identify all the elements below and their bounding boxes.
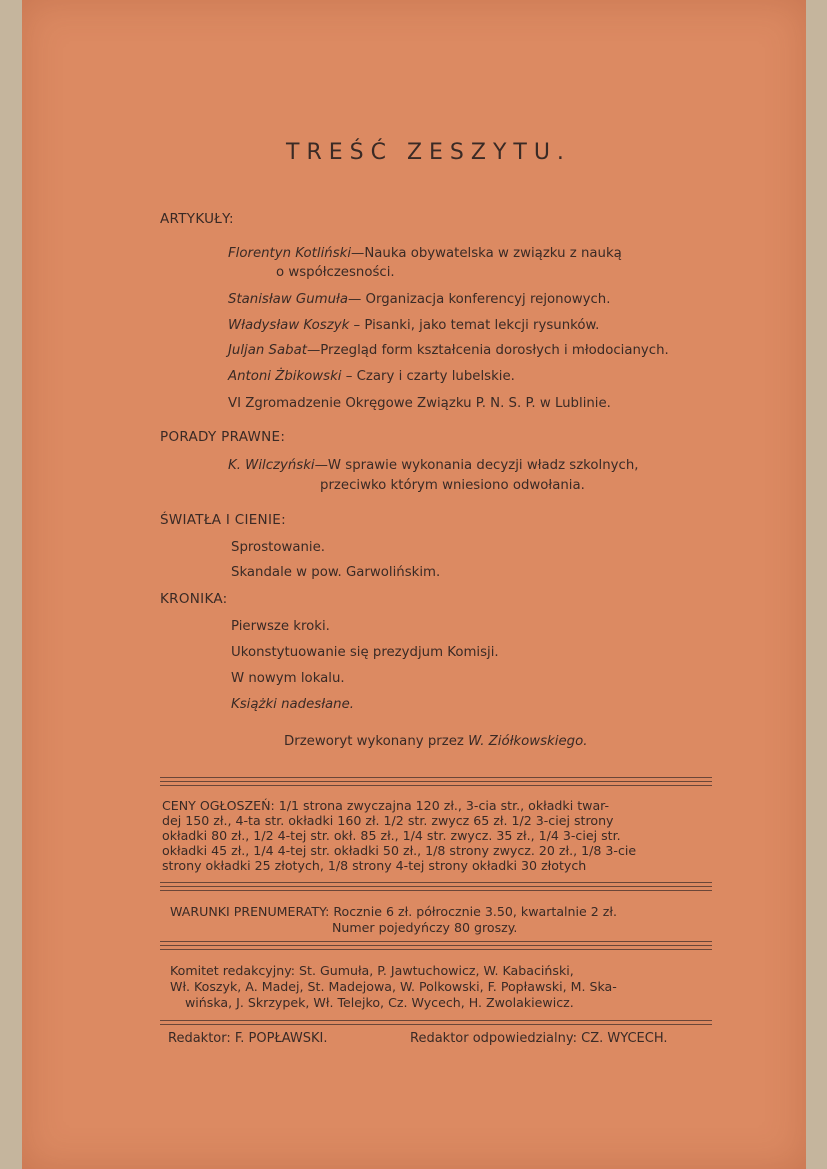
redaktor-odpowiedzialny: Redaktor odpowiedzialny: CZ. WYCECH. bbox=[410, 1031, 668, 1046]
divider bbox=[160, 949, 712, 950]
article-5 bbox=[228, 369, 515, 384]
section-kronika: KRONIKA: bbox=[160, 591, 228, 607]
ceny-line: okładki 45 zł., 1/4 4-tej str. okładki 50 zł., 1/8 strony zwycz. 20 zł., 1/8 3-cie bbox=[162, 843, 637, 858]
section-porady: PORADY PRAWNE: bbox=[160, 429, 286, 445]
article-title: —Przegląd form kształcenia dorosłych i młodocianych. bbox=[306, 343, 669, 358]
section-swiatla: ŚWIATŁA I CIENIE: bbox=[160, 512, 286, 528]
swiatla-item: Sprostowanie. bbox=[231, 540, 326, 555]
ceny-line: CENY OGŁOSZEŃ: 1/1 strona zwyczajna 120 zł., 3-cia str., okładki twar- bbox=[162, 798, 610, 813]
divider bbox=[160, 1020, 712, 1021]
section-artykuly: ARTYKUŁY: bbox=[160, 211, 234, 227]
porady-item bbox=[228, 458, 639, 473]
warunki-line: WARUNKI PRENUMERATY: Rocznie 6 zł. półrocznie 3.50, kwartalnie 2 zł. bbox=[170, 904, 617, 919]
divider bbox=[160, 781, 712, 782]
porady-item-cont: przeciwko którym wniesiono odwołania. bbox=[320, 478, 585, 493]
kronika-item: Ukonstytuowanie się prezydjum Komisji. bbox=[231, 645, 499, 660]
article-title: —Nauka obywatelska w związku z nauką bbox=[351, 246, 622, 261]
article-author: Florentyn Kotliński bbox=[228, 246, 352, 261]
article-2 bbox=[228, 292, 610, 307]
redaktor: Redaktor: F. POPŁAWSKI. bbox=[168, 1031, 328, 1046]
ceny-line: strony okładki 25 złotych, 1/8 strony 4-tej strony okładki 30 złotych bbox=[162, 858, 587, 873]
article-4 bbox=[228, 343, 669, 358]
divider bbox=[160, 945, 712, 946]
ceny-line: dej 150 zł., 4-ta str. okładki 160 zł. 1/2 str. zwycz 65 zł. 1/2 3-ciej strony bbox=[162, 813, 614, 828]
ceny-line: okładki 80 zł., 1/2 4-tej str. okł. 85 zł., 1/4 str. zwycz. 35 zł., 1/4 3-ciej str. bbox=[162, 828, 621, 843]
woodcut-credit bbox=[284, 734, 587, 749]
page-title: TREŚĆ ZESZYTU. bbox=[286, 140, 571, 165]
article-6: VI Zgromadzenie Okręgowe Związku P. N. S. P. w Lublinie. bbox=[228, 396, 611, 411]
divider bbox=[160, 886, 712, 887]
article-1-cont: o współczesności. bbox=[276, 265, 395, 280]
woodcut-text: Drzeworyt wykonany przez bbox=[284, 734, 469, 749]
warunki-line: Numer pojedyńczy 80 groszy. bbox=[332, 920, 518, 935]
komitet-line: Wł. Koszyk, A. Madej, St. Madejowa, W. Polkowski, F. Popławski, M. Ska- bbox=[170, 979, 617, 994]
article-title: – Pisanki, jako temat lekcji rysunków. bbox=[349, 318, 600, 333]
komitet-line: wińska, J. Skrzypek, Wł. Telejko, Cz. Wycech, H. Zwolakiewicz. bbox=[185, 995, 574, 1010]
swiatla-item: Skandale w pow. Garwolińskim. bbox=[231, 565, 441, 580]
divider bbox=[160, 785, 712, 786]
article-1 bbox=[228, 246, 622, 261]
divider bbox=[160, 941, 712, 942]
article-3 bbox=[228, 318, 599, 333]
woodcut-author: W. Ziółkowskiego. bbox=[468, 734, 588, 749]
divider bbox=[160, 890, 712, 891]
article-author: Juljan Sabat bbox=[228, 343, 307, 358]
komitet-line: Komitet redakcyjny: St. Gumuła, P. Jawtuchowicz, W. Kabaciński, bbox=[170, 963, 574, 978]
divider bbox=[160, 777, 712, 778]
article-title: – Czary i czarty lubelskie. bbox=[341, 369, 515, 384]
divider bbox=[160, 1024, 712, 1025]
kronika-item: Książki nadesłane. bbox=[231, 697, 355, 712]
article-author: Antoni Żbikowski bbox=[228, 369, 342, 384]
porady-title: —W sprawie wykonania decyzji władz szkolnych, bbox=[314, 458, 639, 473]
kronika-item: W nowym lokalu. bbox=[231, 671, 345, 686]
divider bbox=[160, 882, 712, 883]
porady-author: K. Wilczyński bbox=[228, 458, 315, 473]
article-author: Władysław Koszyk bbox=[228, 318, 350, 333]
article-author: Stanisław Gumuła bbox=[228, 292, 348, 307]
article-title: — Organizacja konferencyj rejonowych. bbox=[348, 292, 611, 307]
kronika-item: Pierwsze kroki. bbox=[231, 619, 330, 634]
